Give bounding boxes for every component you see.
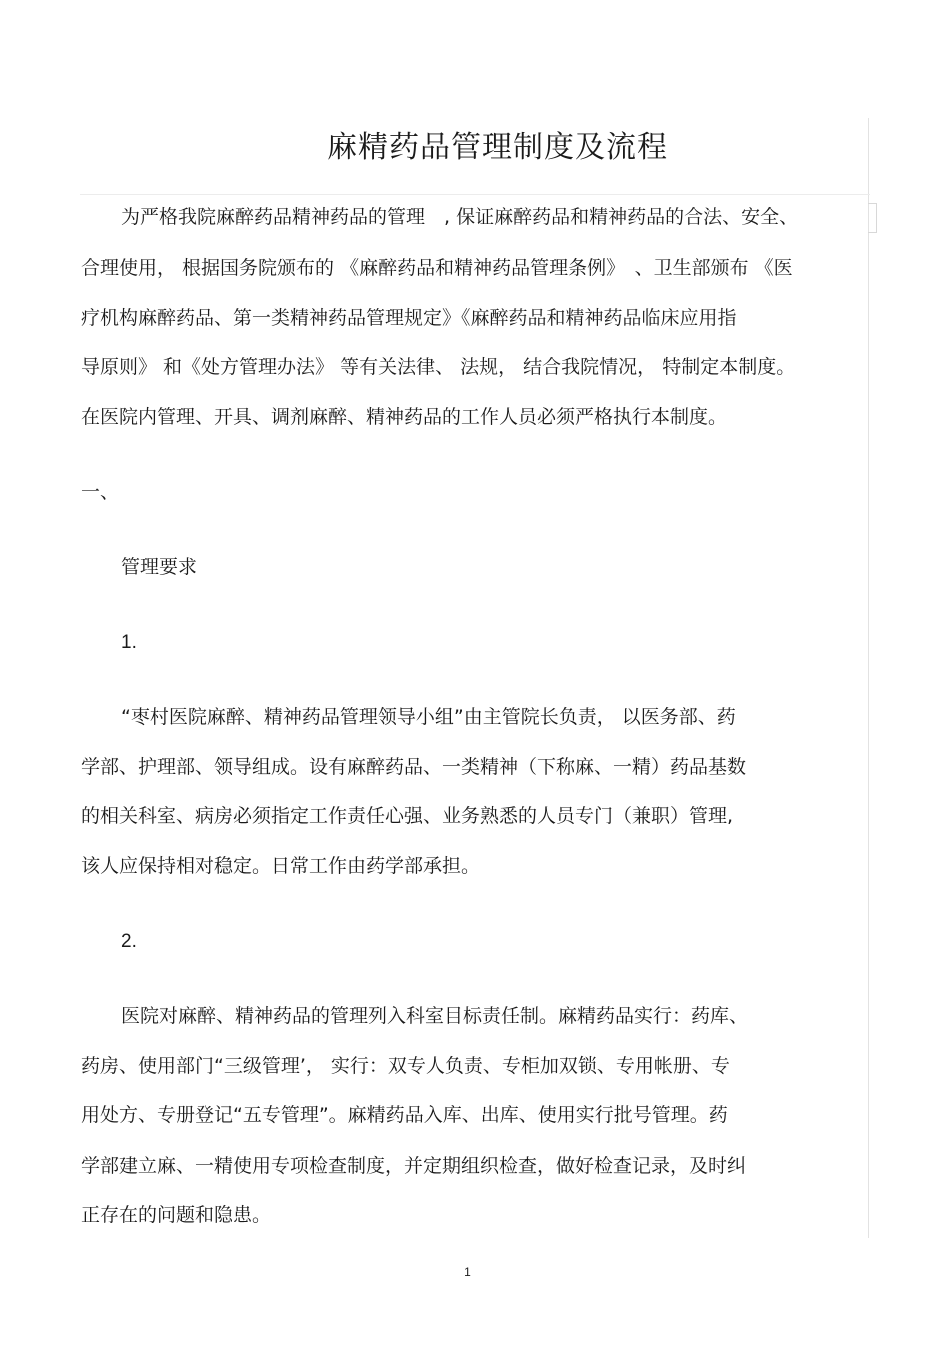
item-2-line: 正存在的问题和隐患。 bbox=[81, 1204, 272, 1226]
header-divider bbox=[80, 194, 870, 195]
item-1-line: 的相关科室、病房必须指定工作责任心强、业务熟悉的人员专门（兼职）管理, bbox=[81, 805, 734, 827]
section-marker: 一、 bbox=[81, 481, 120, 503]
document-title: 麻精药品管理制度及流程 bbox=[327, 130, 668, 165]
item-2-line: 学部建立麻、一精使用专项检查制度，并定期组织检查，做好检查记录，及时纠 bbox=[81, 1155, 747, 1177]
intro-line: 合理使用， 根据国务院颁布的 《麻醉药品和精神药品管理条例》 、卫生部颁布 《医 bbox=[81, 257, 793, 279]
item-2-line: 药房、使用部门“三级管理’， 实行：双专人负责、专柜加双锁、专用帐册、专 bbox=[81, 1055, 730, 1077]
intro-line: 疗机构麻醉药品、第一类精神药品管理规定》《麻醉药品和精神药品临床应用指 bbox=[81, 307, 737, 329]
intro-line: 在医院内管理、开具、调剂麻醉、精神药品的工作人员必须严格执行本制度。 bbox=[81, 406, 728, 428]
item-2-line: 用处方、专册登记“五专管理”。麻精药品入库、出库、使用实行批号管理。药 bbox=[81, 1104, 728, 1126]
page-number: 1 bbox=[464, 1265, 471, 1279]
item-1-line: 学部、护理部、领导组成。设有麻醉药品、一类精神（下称麻、一精）药品基数 bbox=[81, 756, 747, 778]
item-number: 1. bbox=[121, 632, 137, 653]
page-edge-rule bbox=[868, 118, 869, 1238]
item-1-line: 该人应保持相对稳定。日常工作由药学部承担。 bbox=[81, 855, 481, 877]
intro-line: 导原则》 和《处方管理办法》 等有关法律、 法规， 结合我院情况， 特制定本制度。 bbox=[81, 356, 796, 378]
section-heading: 管理要求 bbox=[121, 556, 198, 578]
intro-line: 为严格我院麻醉药品精神药品的管理 , 保证麻醉药品和精神药品的合法、安全、 bbox=[121, 206, 799, 228]
item-1-line: “枣村医院麻醉、精神药品管理领导小组”由主管院长负责， 以医务部、药 bbox=[121, 706, 736, 728]
item-number: 2. bbox=[121, 931, 137, 952]
margin-bracket bbox=[868, 203, 877, 233]
item-2-line: 医院对麻醉、精神药品的管理列入科室目标责任制。麻精药品实行：药库、 bbox=[121, 1005, 749, 1027]
